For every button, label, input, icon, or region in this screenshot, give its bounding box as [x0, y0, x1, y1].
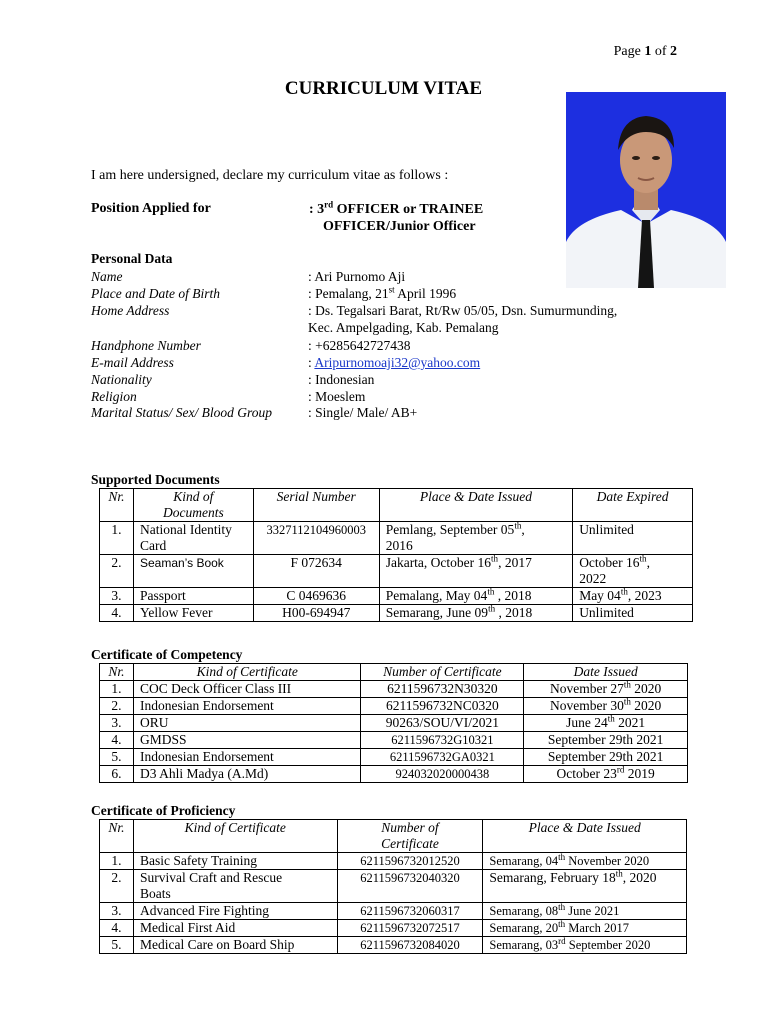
table-row: 1. Basic Safety Training 6211596732012520 Semarang, 04th November 2020 — [100, 853, 687, 870]
position-label: Position Applied for — [91, 201, 211, 216]
intro-statement: I am here undersigned, declare my curriculum vitae as follows : — [91, 168, 449, 183]
table-row: 5. Indonesian Endorsement 6211596732GA0321 September 29th 2021 — [100, 749, 688, 766]
supported-documents-heading: Supported Documents — [91, 472, 220, 487]
table-row: 6. D3 Ahli Madya (A.Md) 924032020000438 October 23rd 2019 — [100, 766, 688, 783]
table-row: 4. GMDSS 6211596732G10321 September 29th 2021 — [100, 732, 688, 749]
table-header-row — [100, 489, 693, 522]
table-row: 5. Medical Care on Board Ship 6211596732084020 Semarang, 03rd September 2020 — [100, 937, 687, 954]
col-place-date: Place & Date Issued — [379, 489, 572, 522]
table-row: 2. Seaman’s Book F 072634 Jakarta, October 16th, 2017 October 16th, 2022 — [100, 555, 693, 588]
page-number: Page 1 of 2 — [613, 44, 677, 59]
col-kind: Kind of Documents — [133, 489, 253, 522]
table-row: 2. Survival Craft and Rescue Boats 6211596732040320 Semarang, February 18th, 2020 — [100, 870, 687, 903]
table-header-row: Nr. Kind of Certificate Number of Certificate Place & Date Issued — [100, 820, 687, 853]
table-row: 3. Passport C 0469636 Pemalang, May 04th , 2018 May 04th, 2023 — [100, 588, 693, 605]
col-expired: Date Expired — [573, 489, 693, 522]
proficiency-table — [99, 819, 687, 954]
table-row: 3. ORU 90263/SOU/VI/2021 June 24th 2021 — [100, 715, 688, 732]
table-row: 4. Yellow Fever H00-694947 Semarang, June 09th , 2018 Unlimited — [100, 605, 693, 622]
supported-documents-table — [99, 488, 693, 622]
profile-photo — [566, 92, 726, 288]
table-header-row: Nr. Kind of Certificate Number of Certificate Date Issued — [100, 664, 688, 681]
email-link[interactable]: Aripurnomoaji32@yahoo.com — [314, 355, 481, 370]
document-title: CURRICULUM VITAE — [284, 78, 483, 99]
competency-heading: Certificate of Competency — [91, 647, 243, 662]
table-row: 4. Medical First Aid 6211596732072517 Semarang, 20th March 2017 — [100, 920, 687, 937]
position-value: : 3rd OFFICER or TRAINEE OFFICER/Junior Officer — [309, 199, 484, 234]
table-row: 1. National Identity Card 3327112104960003 Pemlang, September 05th, 2016 Unlimited — [100, 522, 693, 555]
personal-data-heading: Personal Data — [91, 251, 173, 266]
col-serial: Serial Number — [253, 489, 379, 522]
table-row: 1. COC Deck Officer Class III 6211596732N30320 November 27th 2020 — [100, 681, 688, 698]
table-row: 2. Indonesian Endorsement 6211596732NC0320 November 30th 2020 — [100, 698, 688, 715]
proficiency-heading: Certificate of Proficiency — [91, 803, 236, 818]
col-nr: Nr. — [100, 489, 134, 522]
competency-table — [99, 663, 688, 783]
table-row: 3. Advanced Fire Fighting 6211596732060317 Semarang, 08th June 2021 — [100, 903, 687, 920]
portrait-illustration — [566, 92, 726, 288]
